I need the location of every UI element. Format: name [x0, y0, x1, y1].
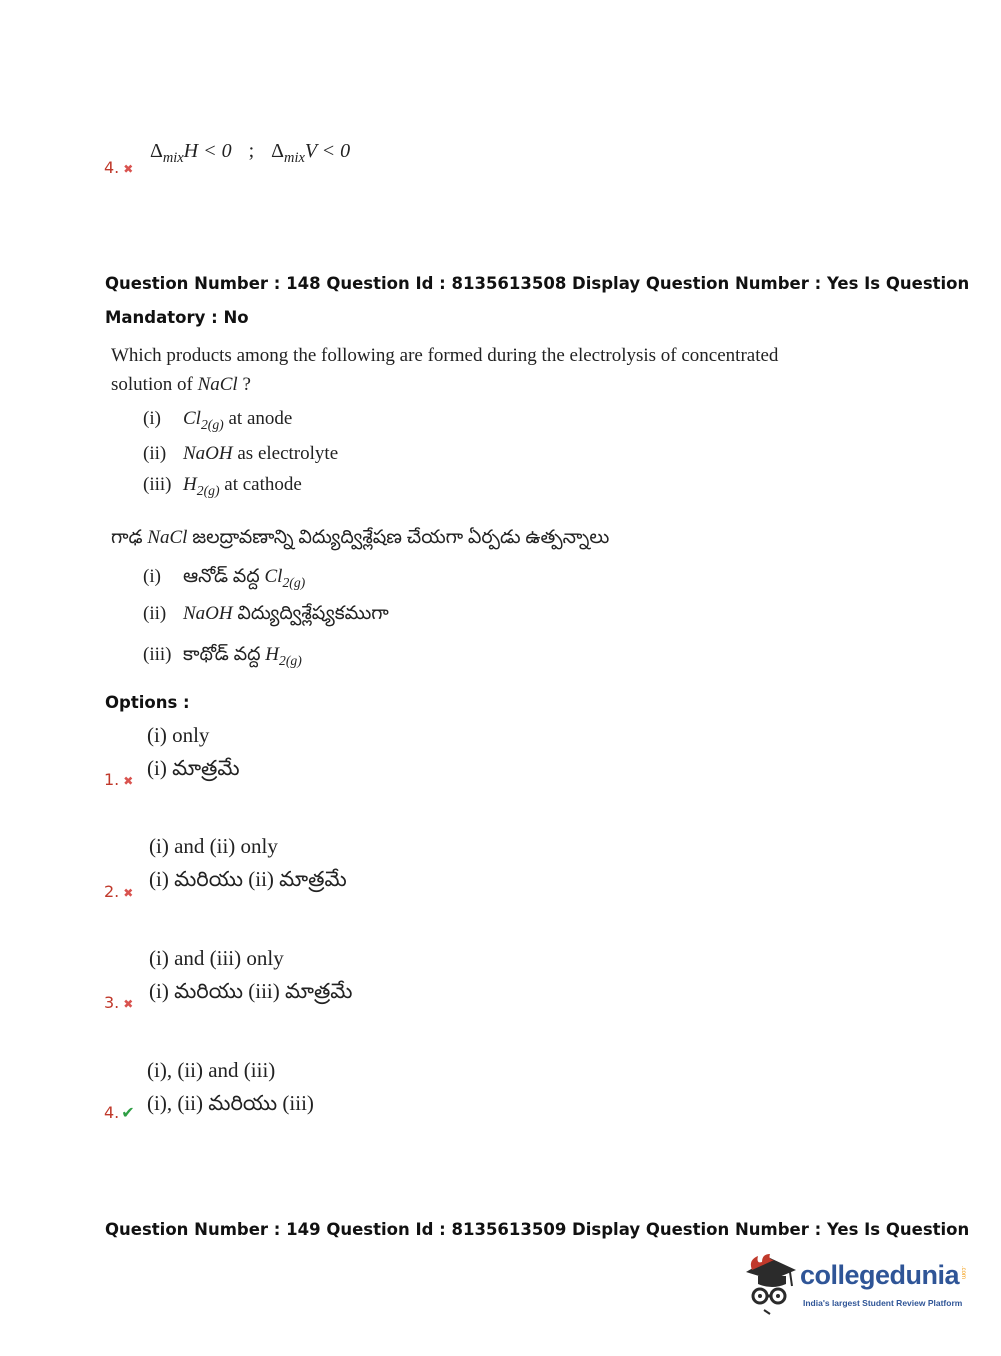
item-te-1: (i) ఆనోడ్ వద్ద $Cl_{2(g)}$: [143, 566, 306, 590]
wrong-mark-icon: ✖: [123, 162, 134, 176]
item-en-1: (i) $Cl_{2(g)}$ at anode: [143, 408, 293, 432]
item-te-3: (iii) కాథోడ్ వద్ద $H_{2(g)}$: [143, 644, 302, 668]
option-4-te: (i), (ii) మరియు (iii): [147, 1091, 314, 1115]
logo-name: collegedunia: [800, 1260, 960, 1290]
question-text-line2: solution of NaCl ?: [111, 374, 251, 395]
logo-tagline: India's largest Student Review Platform: [803, 1298, 963, 1308]
wrong-mark-icon: ✖: [123, 997, 134, 1011]
option-1-marker[interactable]: 1. ✖: [104, 770, 134, 789]
question-148-header: Question Number : 148 Question Id : 8135613508 Display Question Number : Yes Is Question: [105, 274, 970, 293]
mascot-icon: [740, 1250, 800, 1318]
option-3-marker[interactable]: 3. ✖: [104, 993, 134, 1012]
option-4-marker[interactable]: 4. ✔: [104, 1103, 135, 1122]
item-en-3: (iii) $H_{2(g)}$ at cathode: [143, 474, 302, 498]
option-3-en: (i) and (iii) only: [149, 946, 284, 970]
correct-check-icon: ✔: [121, 1103, 135, 1122]
question-text-line1: Which products among the following are formed during the electrolysis of concentrated: [111, 345, 779, 366]
option-1-te: (i) మాత్రమే: [147, 756, 240, 780]
wrong-mark-icon: ✖: [123, 774, 134, 788]
logo-tld: .com: [960, 1266, 966, 1280]
question-text-telugu: గాఢ NaCl జలద్రావణాన్ని విద్యుద్విశ్లేషణ చేయగా ఏర్పడు ఉత్పన్నాలు: [111, 527, 610, 548]
prev-option-4: [104, 158, 133, 177]
option-2-te: (i) మరియు (ii) మాత్రమే: [149, 867, 347, 891]
question-148-mandatory: Mandatory : No: [105, 308, 249, 327]
wrong-mark-icon: ✖: [123, 886, 134, 900]
collegedunia-logo[interactable]: [740, 1250, 970, 1320]
option-2-marker[interactable]: 2. ✖: [104, 882, 134, 901]
option-3-te: (i) మరియు (iii) మాత్రమే: [149, 979, 353, 1003]
item-en-2: (ii) NaOH as electrolyte: [143, 443, 339, 464]
options-label: Options :: [105, 693, 190, 712]
option-1-en: (i) only: [147, 723, 210, 747]
option-4-en: (i), (ii) and (iii): [147, 1058, 276, 1082]
item-te-2: (ii) NaOH విద్యుద్విశ్లేష్యకముగా: [143, 603, 389, 624]
option-number: 4.: [104, 158, 120, 177]
prev-option-formula: $\Delta_{mix}H < 0$ ; $\Delta_{mix}V < 0$: [150, 140, 351, 166]
question-149-header: Question Number : 149 Question Id : 8135613509 Display Question Number : Yes Is Question: [105, 1220, 970, 1239]
option-2-en: (i) and (ii) only: [149, 834, 278, 858]
